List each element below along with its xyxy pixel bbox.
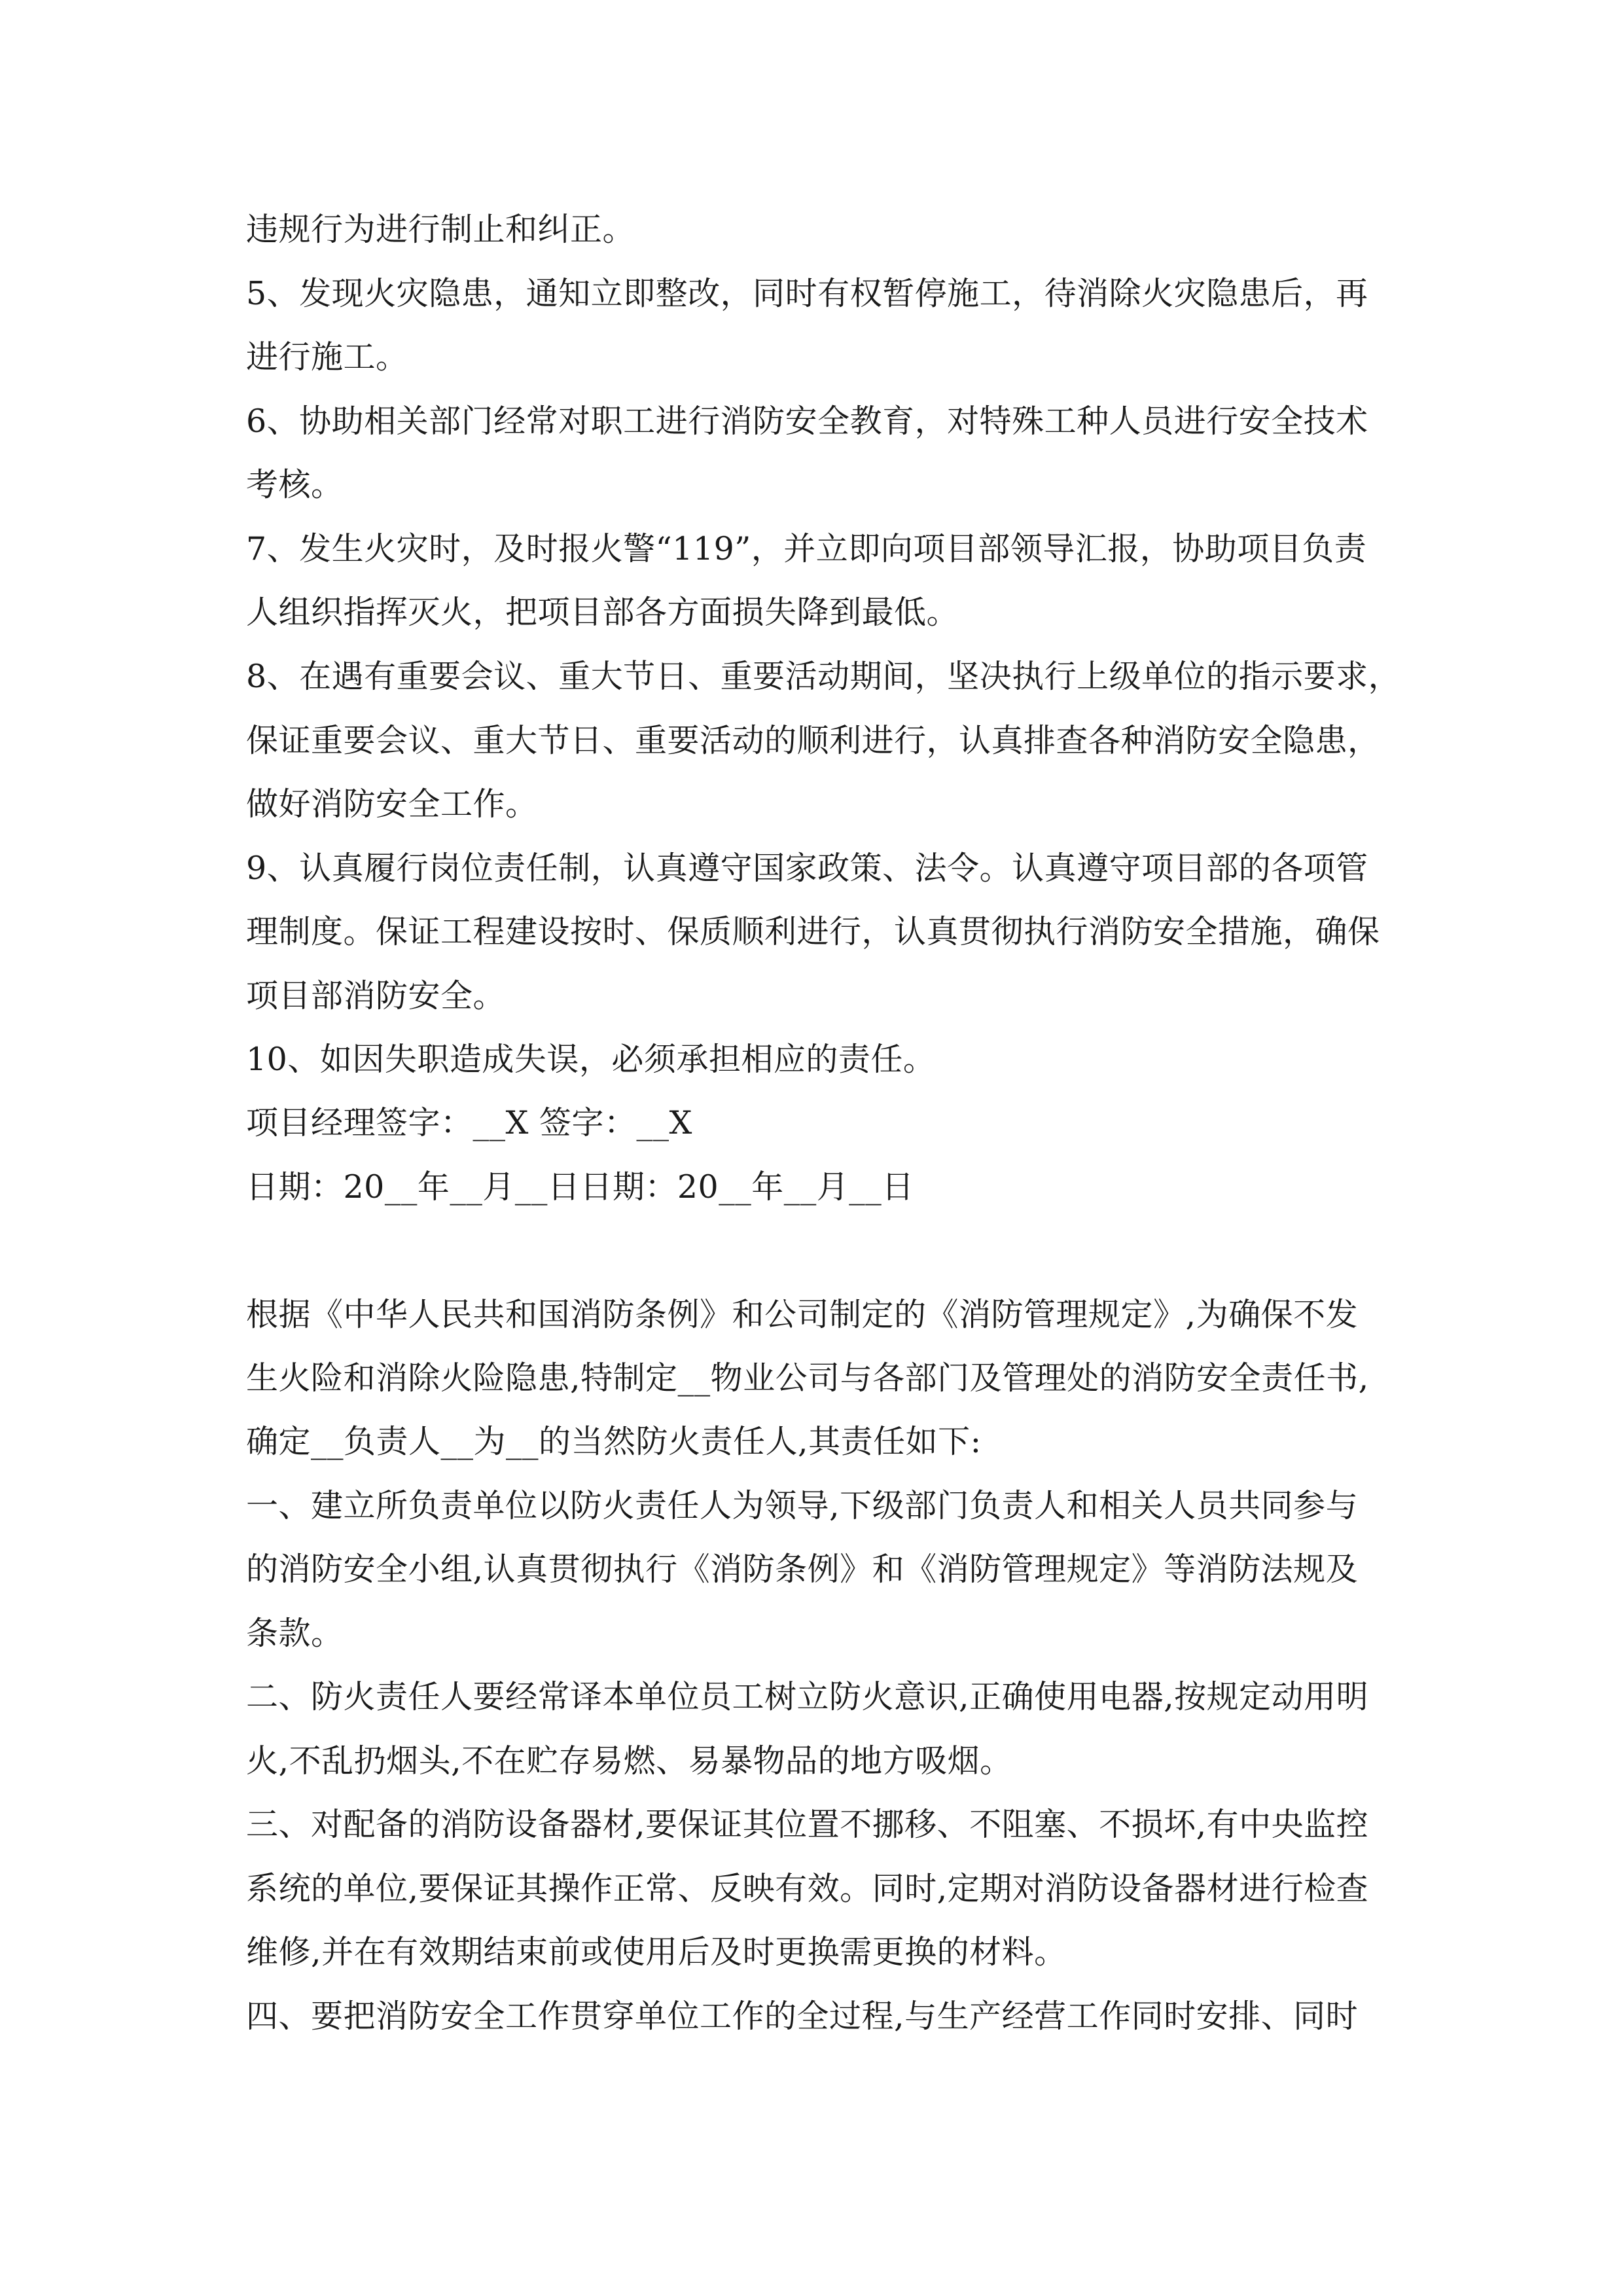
text-line: 维修,并在有效期结束前或使用后及时更换需更换的材料。 (246, 1933, 1067, 1971)
text-line: 一、建立所负责单位以防火责任人为领导,下级部门负责人和相关人员共同参与 (246, 1487, 1359, 1524)
text-line: 9、认真履行岗位责任制，认真遵守国家政策、法令。认真遵守项目部的各项管 (246, 850, 1368, 887)
signature-line: 项目经理签字：__X 签字：__X (246, 1104, 692, 1141)
text-line: 四、要把消防安全工作贯穿单位工作的全过程,与生产经营工作同时安排、同时 (246, 1998, 1359, 2035)
text-line: 考核。 (246, 466, 344, 503)
text-line: 项目部消防安全。 (246, 977, 506, 1014)
text-line: 进行施工。 (246, 338, 408, 376)
text-line: 生火险和消除火险隐患,特制定__物业公司与各部门及管理处的消防安全责任书, (246, 1359, 1369, 1397)
text-line: 8、在遇有重要会议、重大节日、重要活动期间，坚决执行上级单位的指示要求， (246, 658, 1401, 695)
text-line: 7、发生火灾时，及时报火警“119”，并立即向项目部领导汇报，协助项目负责 (246, 530, 1367, 567)
date-line: 日期：20__年__月__日日期：20__年__月__日 (246, 1168, 914, 1206)
text-line: 条款。 (246, 1615, 344, 1652)
text-line: 做好消防安全工作。 (246, 785, 538, 823)
text-line: 保证重要会议、重大节日、重要活动的顺利进行，认真排查各种消防安全隐患， (246, 722, 1380, 759)
text-line: 确定__负责人__为__的当然防火责任人,其责任如下: (246, 1423, 982, 1460)
text-line: 的消防安全小组,认真贯彻执行《消防条例》和《消防管理规定》等消防法规及 (246, 1551, 1359, 1588)
text-line: 系统的单位,要保证其操作正常、反映有效。同时,定期对消防设备器材进行检查 (246, 1870, 1369, 1907)
text-line: 三、对配备的消防设备器材,要保证其位置不挪移、不阻塞、不损坏,有中央监控 (246, 1806, 1369, 1843)
text-line: 10、如因失职造成失误，必须承担相应的责任。 (246, 1041, 936, 1078)
text-line: 人组织指挥灭火，把项目部各方面损失降到最低。 (246, 594, 959, 631)
text-line: 根据《中华人民共和国消防条例》和公司制定的《消防管理规定》,为确保不发 (246, 1296, 1359, 1333)
text-line: 二、防火责任人要经常译本单位员工树立防火意识,正确使用电器,按规定动用明 (246, 1678, 1369, 1715)
text-line: 火,不乱扔烟头,不在贮存易燃、易暴物品的地方吸烟。 (246, 1742, 1012, 1780)
text-line: 6、协助相关部门经常对职工进行消防安全教育，对特殊工种人员进行安全技术 (246, 403, 1368, 440)
text-line: 违规行为进行制止和纠正。 (246, 211, 635, 248)
text-line: 5、发现火灾隐患，通知立即整改，同时有权暂停施工，待消除火灾隐患后，再 (246, 275, 1368, 312)
text-line: 理制度。保证工程建设按时、保质顺利进行，认真贯彻执行消防安全措施，确保 (246, 913, 1380, 950)
